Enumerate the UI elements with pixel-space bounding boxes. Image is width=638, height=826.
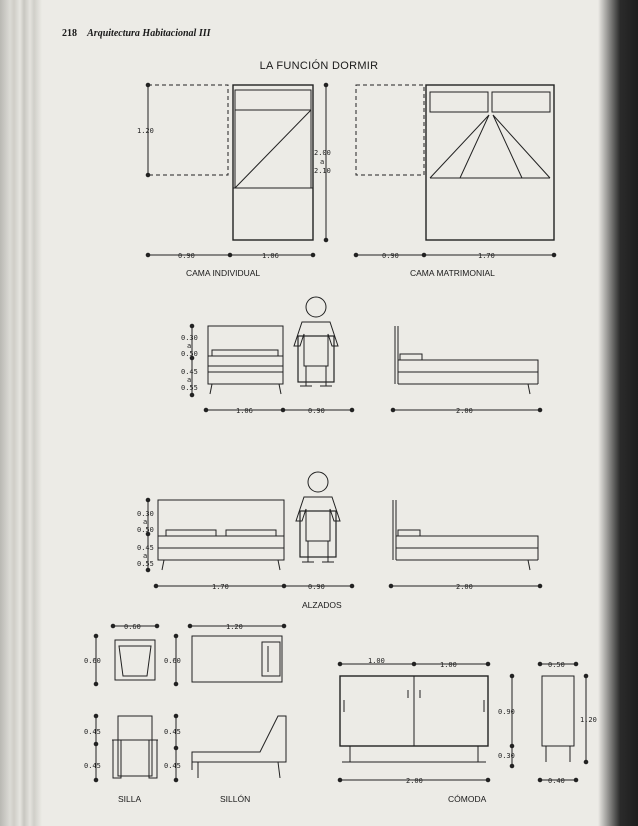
dim-length-a: 2.00 (314, 149, 331, 157)
armchair-h1: 0.45 (164, 728, 181, 736)
r2-bed-width: 1.70 (212, 583, 229, 591)
r1-h1: 0.30 (181, 334, 198, 342)
r1-wheelchair: 0.90 (308, 407, 325, 415)
double-bed-plan (356, 85, 554, 240)
dresser-side-height: 1.20 (580, 716, 597, 724)
r2-h4: 0.45 (137, 544, 154, 552)
r1-h5: a (187, 376, 192, 384)
wheelchair-figure-1 (294, 297, 338, 386)
armchair-elevation (192, 716, 286, 778)
wheelchair-figure-2 (296, 472, 340, 562)
r2-wheelchair: 0.90 (308, 583, 325, 591)
book-title: Arquitectura Habitacional III (87, 28, 211, 39)
armchair-plan (192, 636, 282, 682)
armchair-h2: 0.45 (164, 762, 181, 770)
dim-single-bed: 1.06 (262, 252, 279, 260)
dresser-label: CÓMODA (448, 794, 487, 804)
dresser-total: 2.00 (406, 777, 423, 785)
r2-h2: a (143, 518, 148, 526)
armchair-label: SILLÓN (220, 794, 251, 804)
page-number: 218 (62, 28, 77, 39)
dim-single-side: 0.90 (178, 252, 195, 260)
dim-single-height: 1.20 (137, 127, 154, 135)
chair-plan (115, 640, 155, 680)
r1-bed-width: 1.06 (236, 407, 253, 415)
double-bed-label: CAMA MATRIMONIAL (410, 268, 495, 278)
dim-length-c: 2.10 (314, 167, 331, 175)
armchair-depth: 0.60 (164, 657, 181, 665)
bed-side-elevation-2 (393, 500, 538, 570)
elevations-caption: ALZADOS (302, 600, 342, 610)
dresser-side-elevation (542, 676, 574, 762)
row1-dimension-lines (190, 324, 542, 412)
r2-h5: a (143, 552, 148, 560)
dim-double-bed: 1.70 (478, 252, 495, 260)
r2-h1: 0.30 (137, 510, 154, 518)
r1-bed-length: 2.00 (456, 407, 473, 415)
double-bed-elevation (158, 500, 284, 570)
r1-h2: a (187, 342, 192, 350)
single-bed-label: CAMA INDIVIDUAL (186, 268, 261, 278)
chair-h2: 0.45 (84, 762, 101, 770)
single-bed-elevation (208, 326, 283, 394)
armchair-width: 1.20 (226, 623, 243, 631)
single-bed-plan (148, 85, 313, 240)
dresser-h2: 0.30 (498, 752, 515, 760)
dim-length-b: a (320, 158, 325, 166)
r2-h6: 0.55 (137, 560, 154, 568)
top-dimension-lines (146, 83, 556, 257)
dim-double-side: 0.90 (382, 252, 399, 260)
r2-bed-length: 2.00 (456, 583, 473, 591)
chair-width: 0.60 (124, 623, 141, 631)
dresser-elevation (340, 676, 488, 762)
dresser-w1: 1.00 (368, 657, 385, 665)
dresser-h1: 0.90 (498, 708, 515, 716)
chair-h1: 0.45 (84, 728, 101, 736)
dresser-side-top: 0.50 (548, 661, 565, 669)
chair-elevation (112, 716, 158, 778)
r2-h3: 0.50 (137, 526, 154, 534)
section-title: LA FUNCIÓN DORMIR (259, 60, 379, 72)
r1-h6: 0.55 (181, 384, 198, 392)
chair-depth: 0.60 (84, 657, 101, 665)
r1-h3: 0.50 (181, 350, 198, 358)
row2-dimension-lines (146, 498, 542, 588)
chair-label: SILLA (118, 794, 142, 804)
dresser-side-bottom: 0.40 (548, 777, 565, 785)
bed-side-elevation-1 (395, 326, 538, 394)
r1-h4: 0.45 (181, 368, 198, 376)
dresser-w2: 1.00 (440, 661, 457, 669)
